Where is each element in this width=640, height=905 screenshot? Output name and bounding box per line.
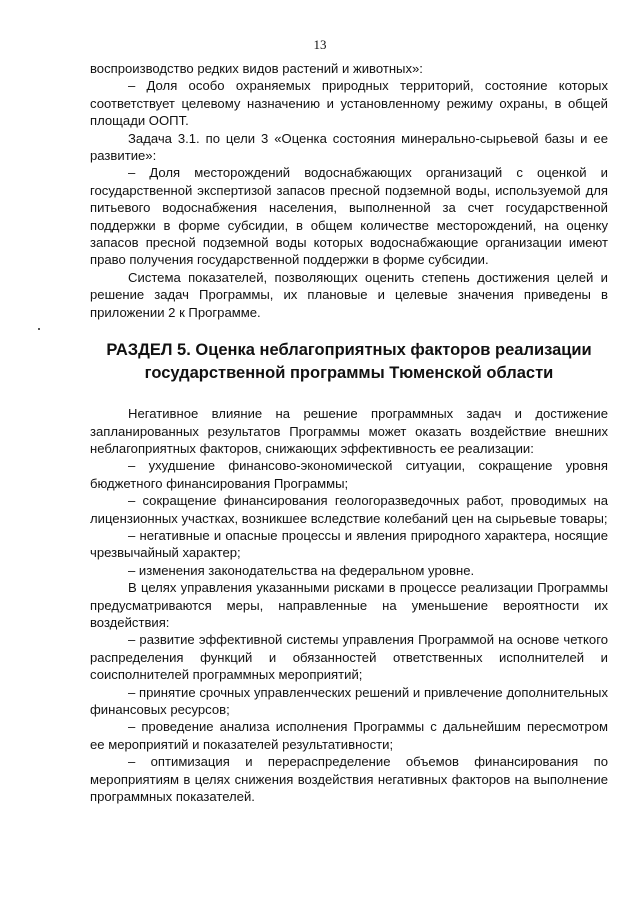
paragraph: – оптимизация и перераспределение объемов финансирования по мероприятиям в целях снижения воздействия негативных факторов на выполнение программных показателей. <box>90 754 608 805</box>
paragraph: воспроизводство редких видов растений и животных»: <box>90 61 423 76</box>
paragraph: Негативное влияние на решение программных задач и достижение запланированных результатов Программы может оказать воздействие внешних неблагоприятных факторов, снижающих эффективность ее реализации: <box>90 406 608 456</box>
paragraph: Система показателей, позволяющих оценить степень достижения целей и решение задач Программы, их плановые и целевые значения приведены в приложении 2 к Программе. <box>90 269 608 320</box>
section-heading <box>90 339 608 385</box>
paragraph: – Доля особо охраняемых природных территорий, состояние которых соответствует целевому назначению и установленному режиму охраны, в общей площади ООПТ. <box>90 78 608 129</box>
page-number: 13 <box>313 37 327 52</box>
paragraphs-top <box>90 60 608 321</box>
paragraph: – принятие срочных управленческих решений и привлечение дополнительных финансовых ресурсов; <box>90 684 608 717</box>
paragraph: – негативные и опасные процессы и явления природного характера, носящие чрезвычайный характер; <box>90 527 608 561</box>
paragraph: – ухудшение финансово-экономической ситуации, сокращение уровня бюджетного финансирования Программы; <box>90 458 608 491</box>
paragraph: Задача 3.1. по цели 3 «Оценка состояния минерально-сырьевой базы и ее развитие»: <box>90 130 608 164</box>
paragraph: – проведение анализа исполнения Программы с дальнейшим пересмотром ее мероприятий и показателей результативности; <box>90 719 608 752</box>
section-heading-line-2: государственной программы Тюменской области <box>144 364 554 383</box>
document-body <box>90 60 608 805</box>
margin-dot <box>38 328 40 330</box>
paragraph: В целях управления указанными рисками в процессе реализации Программы предусматриваются меры, направленные на уменьшение вероятности их воздействия: <box>90 580 608 630</box>
paragraph: – развитие эффективной системы управления Программой на основе четкого распределения функций и обязанностей ответственных исполнителей и соисполнителей программных мероприятий; <box>90 632 608 683</box>
section-heading-line-1: РАЗДЕЛ 5. Оценка неблагоприятных факторов реализации <box>106 341 592 360</box>
paragraph: – сокращение финансирования геологоразведочных работ, проводимых на лицензионных участках, возникшее вследствие колебаний цен на сырьевые товары; <box>90 493 608 526</box>
paragraph: – изменения законодательства на федеральном уровне. <box>128 562 475 578</box>
paragraph: – Доля месторождений водоснабжающих организаций с оценкой и государственной экспертизой запасов пресной подземной воды, используемой для питьевого водоснабжения населения, выполненной за счет государственной поддержки в форме субсидии, в общем количестве месторождений, на оценку запасов пресной подземной воды которых водоснабжающие организации имеют право получения государственной поддержки в форме субсидии. <box>90 165 608 268</box>
paragraphs-bottom <box>90 405 608 805</box>
